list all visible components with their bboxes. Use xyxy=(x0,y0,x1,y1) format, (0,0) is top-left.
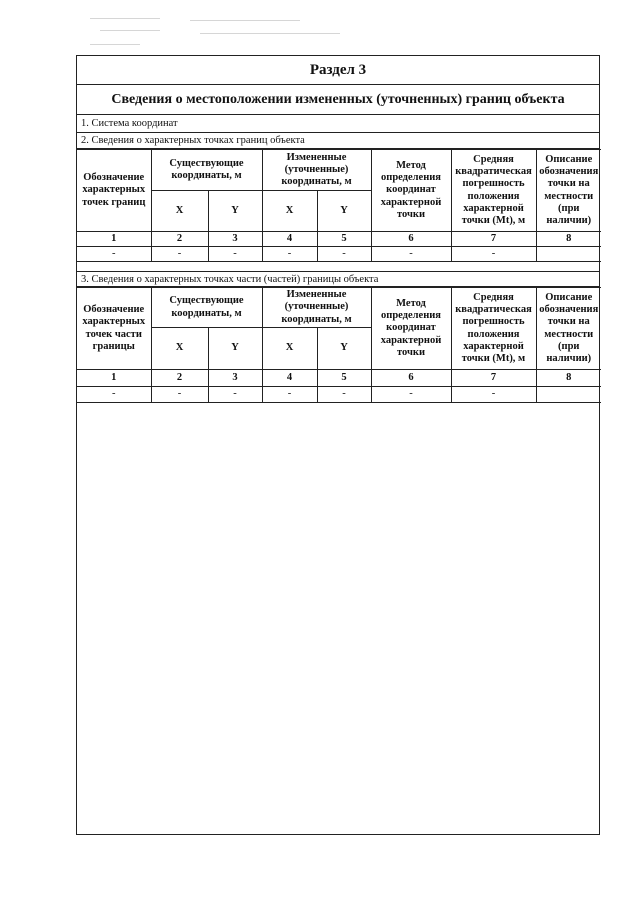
column-number: 2 xyxy=(151,232,208,247)
scan-artifact xyxy=(90,18,160,19)
header-existing-y: Y xyxy=(208,328,262,370)
table2-caption: 3. Сведения о характерных точках части (частей) границы объекта xyxy=(77,271,599,287)
header-designation: Обозначение характерных точек границ xyxy=(77,150,151,232)
column-number: 8 xyxy=(536,370,601,387)
table-cell xyxy=(536,247,601,262)
table-cell: - xyxy=(208,247,262,262)
column-number: 1 xyxy=(77,370,151,387)
header-designation: Обозначение характерных точек части границы xyxy=(77,288,151,370)
table-cell: - xyxy=(317,387,371,403)
header-changed-coords: Измененные (уточненные) координаты, м xyxy=(262,288,371,328)
column-number: 4 xyxy=(262,232,317,247)
header-changed-coords: Измененные (уточненные) координаты, м xyxy=(262,150,371,191)
table-cell: - xyxy=(262,247,317,262)
scan-artifact xyxy=(200,33,340,34)
column-number: 4 xyxy=(262,370,317,387)
header-changed-y: Y xyxy=(317,328,371,370)
column-number: 3 xyxy=(208,232,262,247)
header-description: Описание обозначения точки на местности (при наличии) xyxy=(536,288,601,370)
header-changed-x: X xyxy=(262,191,317,232)
table-cell: - xyxy=(317,247,371,262)
header-existing-x: X xyxy=(151,328,208,370)
header-changed-x: X xyxy=(262,328,317,370)
header-error: Средняя квадратическая погрешность положения характерной точки (Mt), м xyxy=(451,150,536,232)
table-cell: - xyxy=(451,387,536,403)
header-existing-x: X xyxy=(151,191,208,232)
column-number: 6 xyxy=(371,370,451,387)
table1-caption: 2. Сведения о характерных точках границ объекта xyxy=(77,133,599,149)
table-cell: - xyxy=(77,247,151,262)
header-method: Метод определения координат характерной точки xyxy=(371,288,451,370)
header-existing-coords: Существующие координаты, м xyxy=(151,288,262,328)
section-subtitle: Сведения о местоположении измененных (уточненных) границ объекта xyxy=(77,85,599,115)
scan-artifact xyxy=(90,44,140,45)
header-changed-y: Y xyxy=(317,191,371,232)
table2 xyxy=(77,287,601,403)
table-row xyxy=(77,247,601,262)
header-description: Описание обозначения точки на местности (при наличии) xyxy=(536,150,601,232)
header-error: Средняя квадратическая погрешность положения характерной точки (Mt), м xyxy=(451,288,536,370)
column-number: 7 xyxy=(451,370,536,387)
table-cell xyxy=(536,387,601,403)
table-cell: - xyxy=(262,387,317,403)
column-number: 5 xyxy=(317,232,371,247)
column-number: 6 xyxy=(371,232,451,247)
section-title: Раздел 3 xyxy=(77,56,599,85)
column-number: 5 xyxy=(317,370,371,387)
table-cell: - xyxy=(451,247,536,262)
table-row xyxy=(77,387,601,403)
column-numbers-row xyxy=(77,232,601,247)
column-number: 3 xyxy=(208,370,262,387)
table-cell: - xyxy=(371,387,451,403)
header-existing-y: Y xyxy=(208,191,262,232)
header-method: Метод определения координат характерной точки xyxy=(371,150,451,232)
column-number: 2 xyxy=(151,370,208,387)
column-number: 8 xyxy=(536,232,601,247)
header-existing-coords: Существующие координаты, м xyxy=(151,150,262,191)
column-number: 7 xyxy=(451,232,536,247)
column-numbers-row xyxy=(77,370,601,387)
table-cell: - xyxy=(371,247,451,262)
table1 xyxy=(77,149,601,262)
scan-artifact xyxy=(100,30,160,31)
column-number: 1 xyxy=(77,232,151,247)
table-cell: - xyxy=(208,387,262,403)
table-cell: - xyxy=(151,387,208,403)
document-frame xyxy=(76,55,600,835)
table-cell: - xyxy=(151,247,208,262)
coord-system-label: 1. Система координат xyxy=(77,115,599,133)
scan-artifact xyxy=(190,20,300,21)
table-cell: - xyxy=(77,387,151,403)
